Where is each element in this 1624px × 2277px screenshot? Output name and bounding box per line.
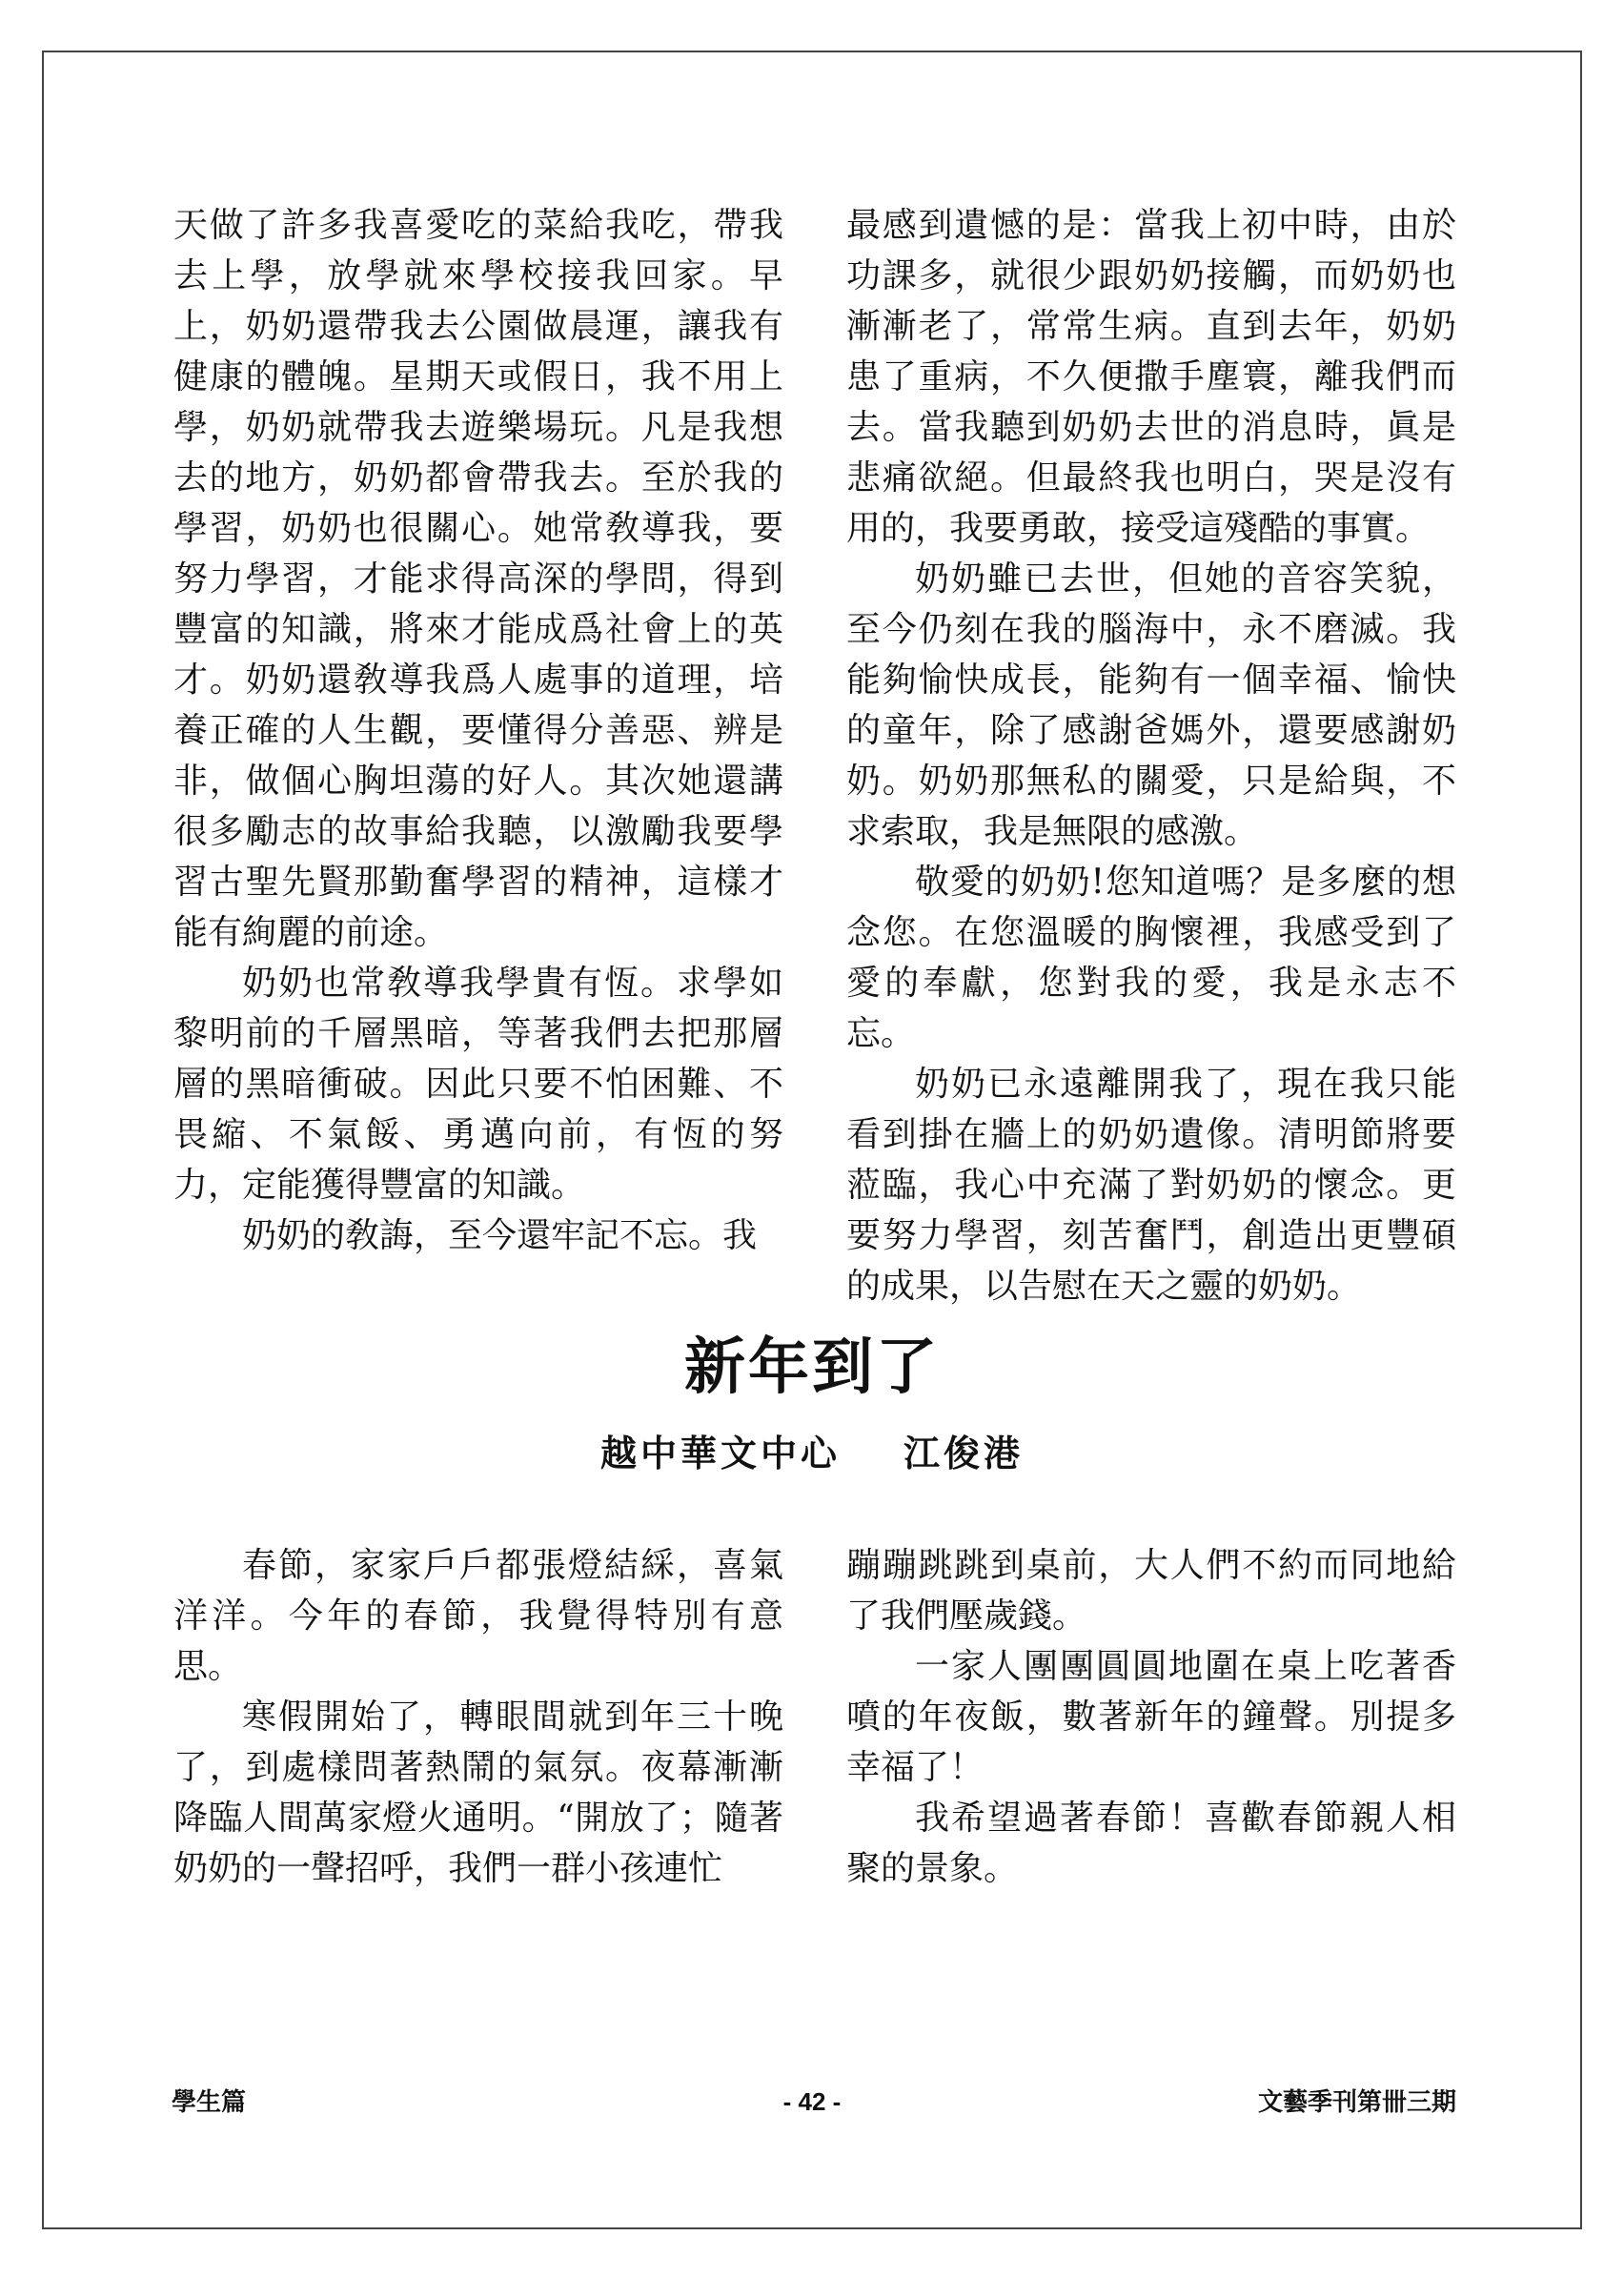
paragraph: 一家人團團圓圓地圍在桌上吃著香噴的年夜飯，數著新年的鐘聲。別提多幸福了！ <box>846 1647 1456 1787</box>
paragraph: 奶奶雖已去世，但她的音容笑貌，至今仍刻在我的腦海中，永不磨滅。我能夠愉快成長，能夠有一個幸福、愉快的童年，除了感謝爸媽外，還要感謝奶奶。奶奶那無私的關愛，只是給與，不求索取，我是無限的感激。 <box>846 559 1456 851</box>
author-school: 越中華文中心 <box>599 1432 841 1474</box>
article-title: 新年到了 <box>684 1332 940 1403</box>
paragraph: 蹦蹦跳跳到桌前，大人們不約而同地給了我們壓歲錢。 <box>846 1546 1456 1636</box>
page-number: - 42 - <box>782 2087 842 2116</box>
article2-left-column <box>173 1540 783 1894</box>
paragraph: 天做了許多我喜愛吃的菜給我吃，帶我去上學，放學就來學校接我回家。早上，奶奶還帶我去公園做晨運，讓我有健康的體魄。星期天或假日，我不用上學，奶奶就帶我去遊樂場玩。凡是我想去的地方，奶奶都會帶我去。至於我的學習，奶奶也很關心。她常敎導我，要努力學習，才能求得高深的學問，得到豐富的知識，將來才能成爲社會上的英才。奶奶還敎導我爲人處事的道理，培養正確的人生觀，要懂得分善惡、辨是非，做個心胸坦蕩的好人。其次她還講很多勵志的故事給我聽，以激勵我要學習古聖先賢那勤奮學習的精神，這樣才能有絢麗的前途。 <box>173 206 783 952</box>
paragraph: 我希望過著春節！喜歡春節親人相聚的景象。 <box>846 1799 1456 1888</box>
paragraph: 最感到遺憾的是：當我上初中時，由於功課多，就很少跟奶奶接觸，而奶奶也漸漸老了，常常生病。直到去年，奶奶患了重病，不久便撒手塵寰，離我們而去。當我聽到奶奶去世的消息時，眞是悲痛欲絕。但最終我也明白，哭是沒有用的，我要勇敢，接受這殘酷的事實。 <box>846 206 1456 548</box>
paragraph: 春節，家家戶戶都張燈結綵，喜氣洋洋。今年的春節，我覺得特別有意思。 <box>173 1546 783 1686</box>
footer-publication-title: 文藝季刊第卌三期 <box>1257 2087 1456 2116</box>
paragraph: 敬愛的奶奶!您知道嗎？是多麼的想念您。在您溫暖的胸懷裡，我感受到了愛的奉獻，您對我的愛，我是永志不忘。 <box>846 863 1456 1053</box>
author-name: 江俊港 <box>903 1432 1025 1474</box>
article2-right-column <box>846 1540 1456 1894</box>
article1-right-column <box>846 200 1456 1311</box>
paragraph: 奶奶也常敎導我學貴有恆。求學如黎明前的千層黑暗，等著我們去把那層層的黑暗衝破。因此只要不怕困難、不畏縮、不氣餒、勇邁向前，有恆的努力，定能獲得豐富的知識。 <box>173 964 783 1205</box>
paragraph: 奶奶的敎誨，至今還牢記不忘。我 <box>242 1216 758 1255</box>
paragraph: 寒假開始了，轉眼間就到年三十晚了，到處樣問著熱鬧的氣氛。夜幕漸漸降臨人間萬家燈火通明。“開放了；隨著奶奶的一聲招呼，我們一群小孩連忙 <box>173 1698 783 1888</box>
byline <box>0 1430 1624 1477</box>
paragraph: 奶奶已永遠離開我了，現在我只能看到掛在牆上的奶奶遺像。清明節將要蒞臨，我心中充滿了對奶奶的懷念。更要努力學習，刻苦奮鬥，創造出更豐碩的成果，以告慰在天之靈的奶奶。 <box>846 1065 1456 1306</box>
article1-left-column <box>173 200 783 1261</box>
footer-section-label: 學生篇 <box>172 2087 247 2116</box>
